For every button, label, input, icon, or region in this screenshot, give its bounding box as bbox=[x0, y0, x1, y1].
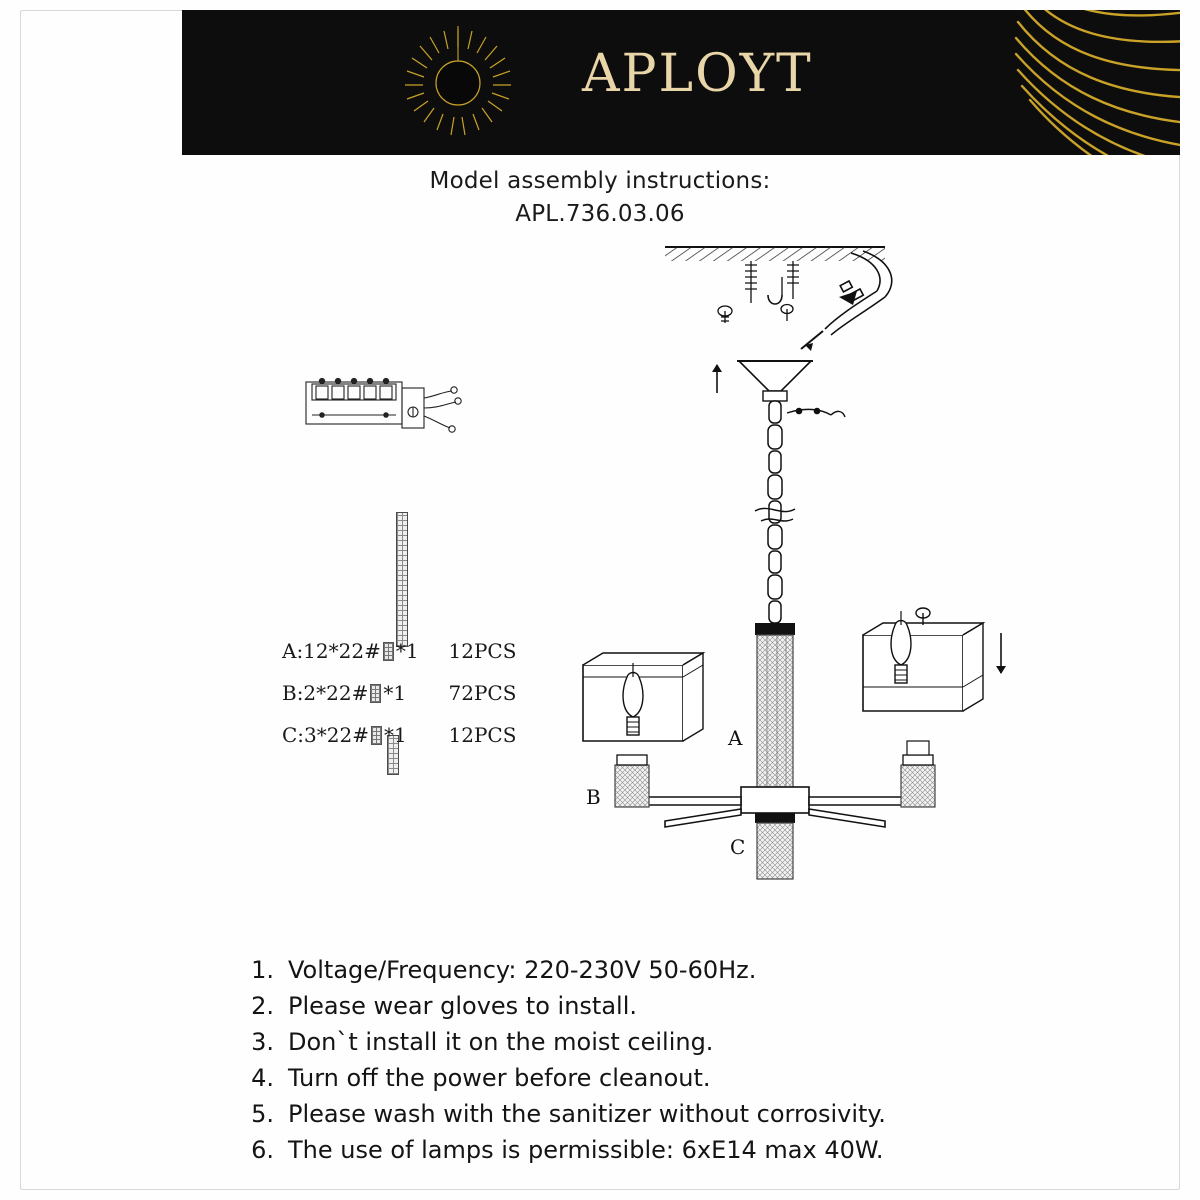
part-mult-b: *1 bbox=[383, 681, 407, 705]
item-number: 2. bbox=[251, 992, 274, 1020]
model-number: APL.736.03.06 bbox=[515, 201, 685, 227]
part-code-a: A:12*22# bbox=[282, 639, 381, 663]
diagram-label-a: A bbox=[728, 726, 743, 750]
lamp-socket-right bbox=[901, 741, 935, 807]
crystal-chip-icon bbox=[370, 684, 381, 703]
list-item bbox=[236, 1096, 1036, 1132]
screw-anchor-icon bbox=[718, 261, 799, 323]
fixture-hub bbox=[741, 787, 809, 879]
terminal-block-icon bbox=[300, 372, 470, 462]
chandelier-assembly-diagram bbox=[555, 225, 1035, 885]
instruction-list bbox=[236, 952, 1036, 1168]
wire-icon bbox=[801, 251, 892, 351]
part-qty-c: 12PCS bbox=[448, 723, 517, 747]
part-mult-c: *1 bbox=[383, 723, 407, 747]
diagram-label-c: C bbox=[730, 835, 746, 859]
part-row bbox=[282, 672, 552, 714]
page-title: Model assembly instructions: bbox=[429, 168, 771, 194]
hook-bracket-icon bbox=[787, 408, 845, 417]
list-item bbox=[236, 1132, 1036, 1168]
list-item bbox=[236, 952, 1036, 988]
item-text: Voltage/Frequency: 220-230V 50-60Hz. bbox=[288, 956, 757, 984]
up-arrow-icon bbox=[712, 364, 722, 393]
part-qty-b: 72PCS bbox=[448, 681, 517, 705]
crystal-rod-a-sample bbox=[396, 512, 408, 647]
crystal-chip-icon bbox=[371, 726, 382, 745]
item-text: Turn off the power before cleanout. bbox=[288, 1064, 711, 1092]
title-block bbox=[0, 168, 1200, 227]
item-number: 1. bbox=[251, 956, 274, 984]
item-text: The use of lamps is permissible: 6xE14 max 40W. bbox=[288, 1136, 884, 1164]
down-arrow-icon bbox=[996, 633, 1006, 674]
item-number: 6. bbox=[251, 1136, 274, 1164]
part-qty-a: 12PCS bbox=[448, 639, 517, 663]
item-text: Don`t install it on the moist ceiling. bbox=[288, 1028, 714, 1056]
lamp-socket-left bbox=[615, 755, 649, 807]
list-item bbox=[236, 988, 1036, 1024]
chain-icon bbox=[768, 401, 782, 623]
list-item bbox=[236, 1024, 1036, 1060]
item-text: Please wear gloves to install. bbox=[288, 992, 637, 1020]
brand-banner bbox=[182, 10, 1180, 155]
diagram-label-b: B bbox=[586, 785, 601, 809]
part-mult-a: *1 bbox=[395, 639, 419, 663]
item-number: 3. bbox=[251, 1028, 274, 1056]
list-item bbox=[236, 1060, 1036, 1096]
sunburst-icon bbox=[398, 23, 518, 143]
brand-name: APLOYT bbox=[582, 44, 813, 104]
part-row bbox=[282, 714, 552, 756]
parts-list bbox=[282, 630, 552, 756]
lamp-shade-icon bbox=[863, 623, 983, 711]
item-text: Please wash with the sanitizer without corrosivity. bbox=[288, 1100, 886, 1128]
part-code-c: C:3*22# bbox=[282, 723, 369, 747]
crystal-rod-icon bbox=[755, 623, 795, 795]
canopy-icon bbox=[737, 361, 813, 401]
item-number: 4. bbox=[251, 1064, 274, 1092]
item-number: 5. bbox=[251, 1100, 274, 1128]
part-code-b: B:2*22# bbox=[282, 681, 369, 705]
palm-rays-icon bbox=[780, 10, 1180, 155]
crystal-chip-icon bbox=[383, 642, 394, 661]
part-row bbox=[282, 630, 552, 672]
